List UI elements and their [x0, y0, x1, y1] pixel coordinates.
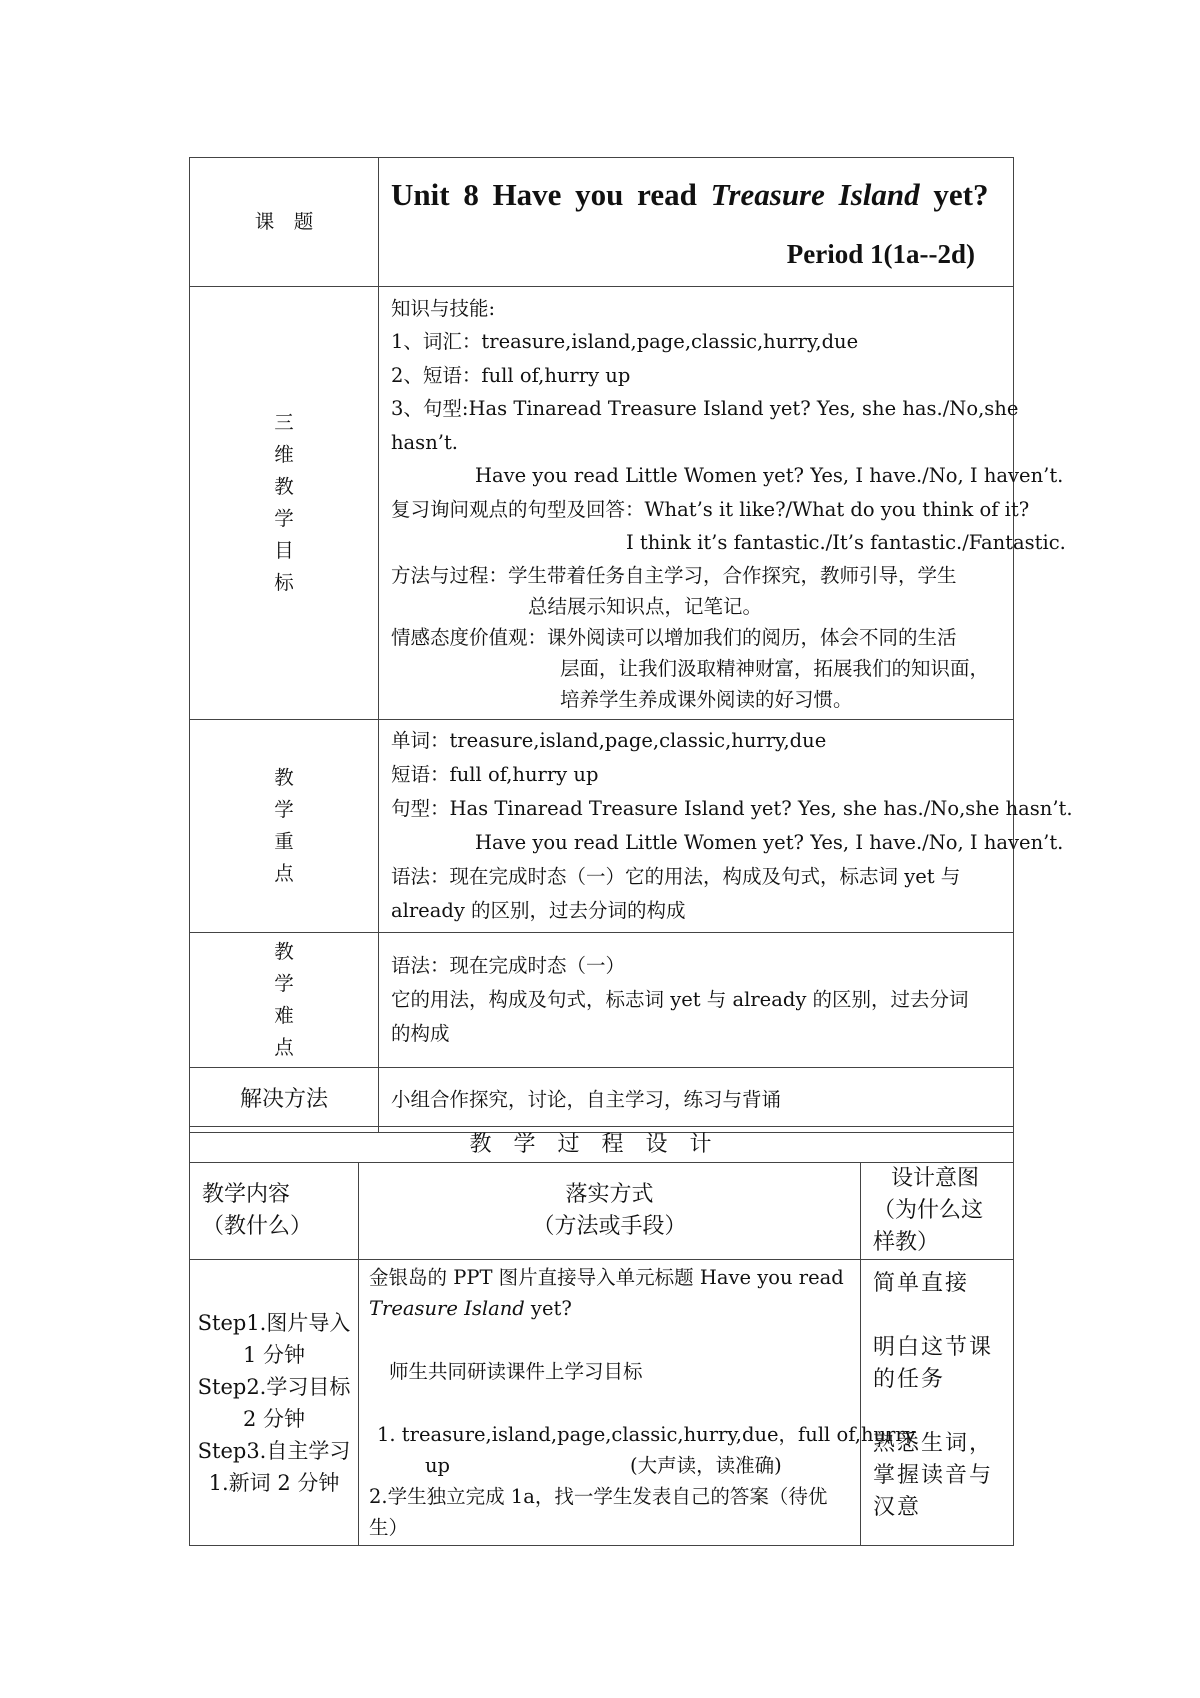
column-header-intent	[861, 1163, 1014, 1260]
method-line	[369, 1293, 850, 1324]
text-line: 短语：full of,hurry up	[391, 763, 599, 786]
header-line: （教什么）	[202, 1214, 313, 1239]
method-line: 生）	[369, 1516, 409, 1539]
text-line: 它的用法，构成及句式，标志词 yet 与 already 的区别，过去分词	[391, 988, 969, 1011]
key-points-row	[190, 720, 1014, 933]
header-line: （为什么这	[873, 1198, 984, 1223]
step-line: Step1.图片导入	[197, 1310, 351, 1335]
text-line: 总结展示知识点，记笔记。	[528, 594, 763, 618]
title-label: 课 题	[190, 158, 379, 287]
method-line: 2.学生独立完成 1a，找一学生发表自己的答案（待优	[369, 1485, 828, 1508]
text-line: 复习询问观点的句型及回答：What’s it like?/What do you think of it?	[391, 497, 1030, 521]
difficulties-row	[190, 933, 1014, 1068]
text-line: 的构成	[391, 1022, 450, 1045]
header-line: 样教）	[873, 1230, 940, 1255]
header-line: 教学内容	[202, 1182, 291, 1207]
difficulties-content	[379, 933, 1014, 1068]
solution-label: 解决方法	[190, 1068, 379, 1133]
intent-line: 汉意	[873, 1495, 922, 1520]
intent-line: 熟悉生词，	[873, 1431, 994, 1456]
step-line: Step2.学习目标	[197, 1374, 351, 1399]
header-line: 落实方式	[565, 1182, 654, 1207]
label-char: 重	[274, 830, 294, 853]
label-char: 标	[274, 571, 294, 594]
text-line: 语法：现在完成时态（一）	[391, 954, 626, 977]
step-line: Step3.自主学习	[197, 1438, 351, 1463]
text-line: I think it’s fantastic./It’s fantastic./Fantastic.	[626, 531, 1066, 554]
step-line: 1 分钟	[242, 1342, 306, 1367]
label-char: 点	[274, 862, 294, 885]
key-points-content	[379, 720, 1073, 933]
objectives-row	[190, 287, 1014, 720]
text: up	[425, 1454, 451, 1477]
text-line: 方法与过程：学生带着任务自主学习，合作探究，教师引导，学生	[391, 563, 957, 587]
text-line: hasn’t.	[391, 430, 458, 454]
label-char: 三	[274, 411, 294, 434]
text-line: 1、词汇：treasure,island,page,classic,hurry,due	[391, 330, 859, 353]
title-cell	[379, 158, 1014, 287]
text-line: Have you read Little Women yet? Yes, I have./No, I haven’t.	[475, 831, 1064, 854]
period-label: Period 1(1a--2d)	[786, 239, 975, 269]
text-line: 培养学生养成课外阅读的好习惯。	[560, 687, 853, 711]
text-line: already 的区别，过去分词的构成	[391, 899, 686, 922]
step-line: 2 分钟	[242, 1406, 306, 1431]
key-points-label	[190, 720, 379, 933]
lesson-info-table	[189, 157, 1073, 1133]
process-header-table	[189, 1126, 1014, 1163]
process-table	[189, 1162, 1014, 1546]
label-char: 学	[274, 507, 294, 530]
text-line: 知识与技能:	[391, 296, 496, 320]
label-char: 维	[274, 443, 294, 466]
label-char: 教	[274, 940, 294, 963]
label-char: 教	[274, 475, 294, 498]
text-line: Have you read Little Women yet? Yes, I have./No, I haven’t.	[475, 464, 1064, 487]
label-char: 学	[274, 972, 294, 995]
text: yet?	[524, 1297, 572, 1320]
title-suffix: yet?	[919, 177, 989, 212]
method-line: 1. treasure,island,page,classic,hurry,due，full of,hurry	[377, 1423, 916, 1446]
process-header: 教学过程设计	[190, 1127, 1014, 1163]
label-char: 点	[274, 1036, 294, 1059]
text: (大声读，读准确)	[630, 1454, 782, 1477]
title-italic: Treasure Island	[710, 177, 920, 212]
objectives-content	[379, 287, 1066, 720]
label-char: 目	[274, 539, 294, 562]
label-char: 教	[274, 766, 294, 789]
difficulties-label	[190, 933, 379, 1068]
intent-line: 的任务	[873, 1367, 946, 1392]
method-line: 师生共同研读课件上学习目标	[389, 1360, 643, 1383]
text-line: 2、短语：full of,hurry up	[391, 363, 631, 387]
text-line: 情感态度价值观：课外阅读可以增加我们的阅历，体会不同的生活	[391, 625, 957, 649]
solution-text: 小组合作探究，讨论，自主学习，练习与背诵	[379, 1068, 1014, 1133]
lesson-title	[391, 175, 1003, 215]
column-header-method	[359, 1163, 861, 1260]
column-header-content	[190, 1163, 359, 1260]
text-line: 语法：现在完成时态（一）它的用法，构成及句式，标志词 yet 与	[391, 865, 961, 888]
objectives-label	[190, 287, 379, 720]
method-line: 金银岛的 PPT 图片直接导入单元标题 Have you read	[369, 1266, 844, 1289]
solution-row	[190, 1068, 1014, 1133]
intent-line: 简单直接	[873, 1271, 970, 1296]
intent-line: 掌握读音与	[873, 1463, 994, 1488]
italic-text: Treasure Island	[369, 1297, 525, 1320]
intent-line: 明白这节课	[873, 1335, 994, 1360]
title-prefix: Unit 8 Have you read	[391, 177, 711, 212]
title-row	[190, 158, 1014, 287]
header-line: 设计意图	[891, 1166, 980, 1191]
text-line: 单词：treasure,island,page,classic,hurry,due	[391, 729, 827, 752]
text-line: 层面，让我们汲取精神财富，拓展我们的知识面，	[560, 656, 990, 680]
step-row	[190, 1260, 1014, 1546]
text-line: 3、句型:Has Tinaread Treasure Island yet? Yes, she has./No,she	[391, 397, 1019, 420]
step-content	[190, 1260, 359, 1546]
method-line	[369, 1450, 850, 1481]
header-line: （方法或手段）	[532, 1214, 687, 1239]
label-char: 难	[274, 1004, 294, 1027]
text-line: 句型：Has Tinaread Treasure Island yet? Yes, she has./No,she hasn’t.	[391, 797, 1073, 820]
process-columns-row	[190, 1163, 1014, 1260]
step-intent	[861, 1260, 1014, 1546]
step-line: 1.新词 2 分钟	[208, 1470, 340, 1495]
label-char: 学	[274, 798, 294, 821]
